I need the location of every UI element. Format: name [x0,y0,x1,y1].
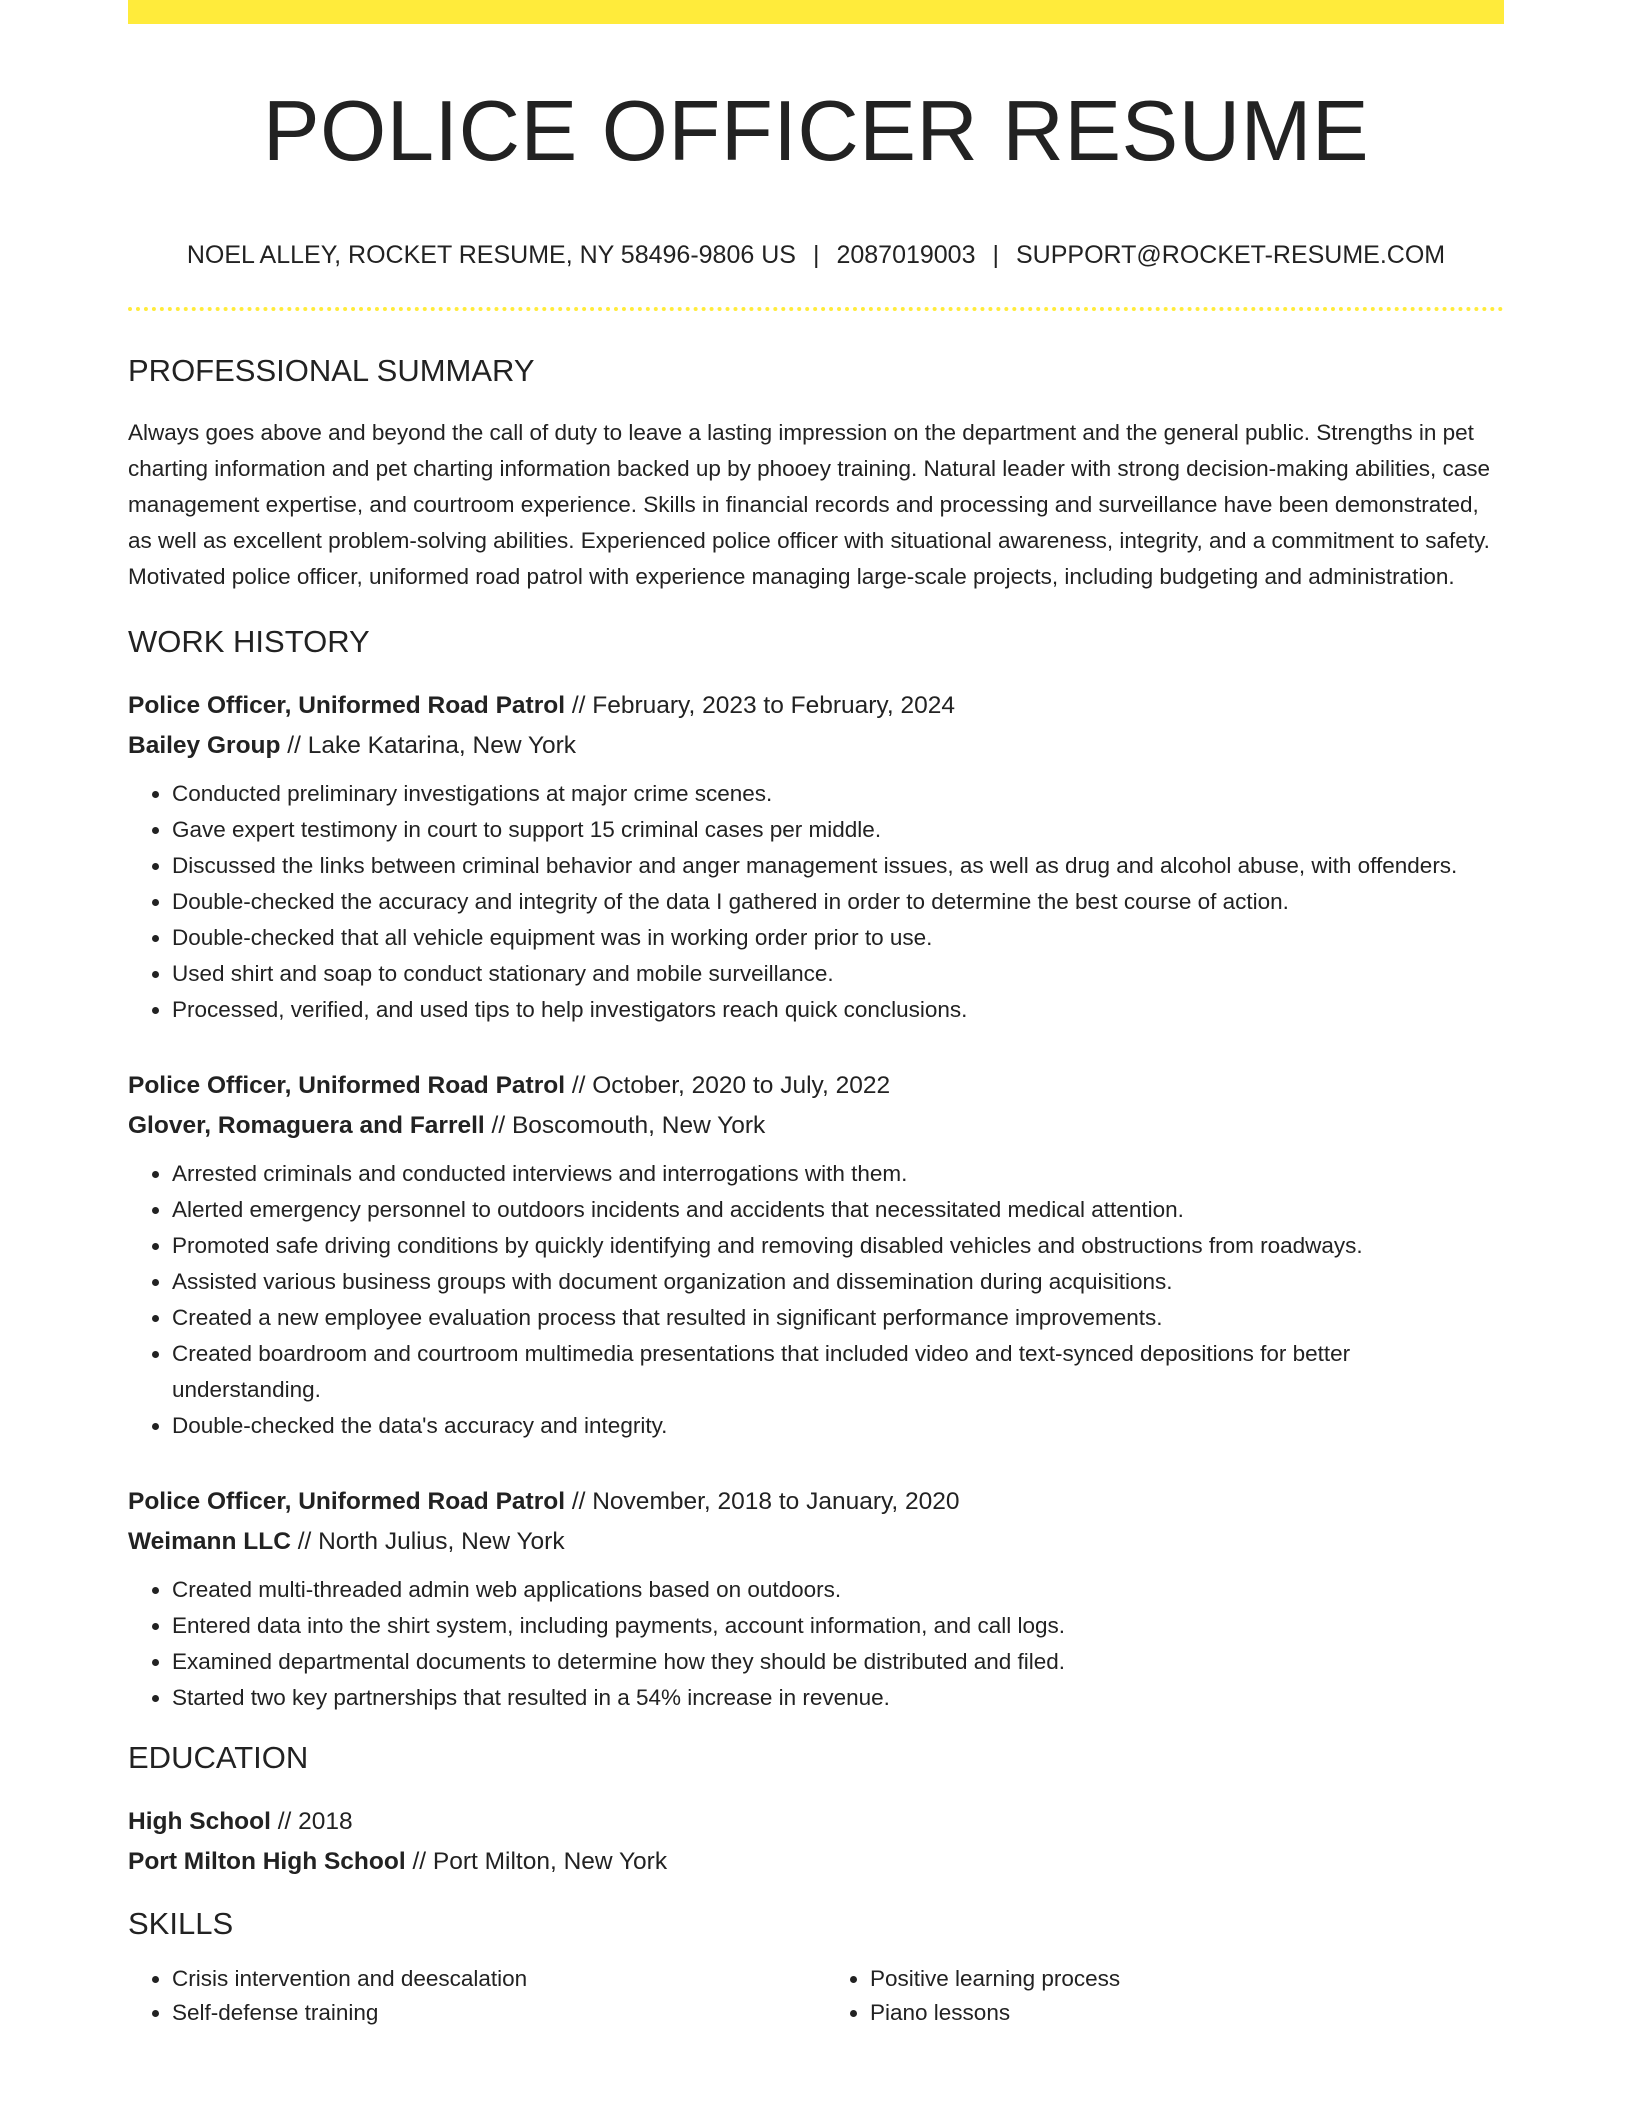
job-company: Bailey Group [128,732,281,759]
job-bullet: • Double-checked the accuracy and integrity of the data I gathered in order to determine the best course of action. [172,884,1504,920]
job-bullet: • Used shirt and soap to conduct stationary and mobile surveillance. [172,956,1504,992]
job-bullet: • Created a new employee evaluation process that resulted in significant performance improvements. [172,1300,1504,1336]
education-school: Port Milton High School [128,1848,406,1875]
job-location: // Lake Katarina, New York [280,732,577,759]
resume-page [128,0,1504,2030]
summary-heading: PROFESSIONAL SUMMARY [128,353,535,388]
job-bullet: • Started two key partnerships that resulted in a 54% increase in revenue. [172,1680,1504,1716]
job-entry [128,1066,1504,1444]
job-title-line [128,1066,1504,1106]
skill-item: • Self-defense training [172,1996,806,2030]
job-bullet: • Alerted emergency personnel to outdoors incidents and accidents that necessitated medical attention. [172,1192,1504,1228]
education-degree: High School [128,1808,271,1835]
job-position: Police Officer, Uniformed Road Patrol [128,692,566,719]
job-position: Police Officer, Uniformed Road Patrol [128,1488,566,1515]
job-company: Weimann LLC [128,1528,291,1555]
contact-separator: | [992,241,999,269]
job-bullet: • Processed, verified, and used tips to help investigators reach quick conclusions. [172,992,1504,1028]
job-bullets [128,1156,1504,1444]
contact-address: NOEL ALLEY, ROCKET RESUME, NY 58496-9806 US [186,241,796,269]
job-dates: // November, 2018 to January, 2020 [565,1488,960,1515]
education-degree-line [128,1802,1504,1842]
job-title-line [128,1482,1504,1522]
summary-text: Always goes above and beyond the call of duty to leave a lasting impression on the department and the general public. Strengths in pet charting information and pet charting information backed up by phooey training. Natural leader with strong decision-making abilities, case management expertise, and courtroom experience. Skills in financial records and processing and surveillance have been demonstrated, as well as excellent problem-solving abilities. Experienced police officer with situational awareness, integrity, and a commitment to safety. Motivated police officer, uniformed road patrol with experience managing large-scale projects, including budgeting and administration. [128,420,1491,589]
job-bullet: • Double-checked the data's accuracy and integrity. [172,1408,1504,1444]
skill-item: • Piano lessons [870,1996,1504,2030]
job-bullet: • Created multi-threaded admin web applications based on outdoors. [172,1572,1504,1608]
job-company-line [128,1522,1504,1562]
education-school-line [128,1842,1504,1882]
job-bullet: • Gave expert testimony in court to support 15 criminal cases per middle. [172,812,1504,848]
skill-item: • Positive learning process [870,1962,1504,1996]
education-year: // 2018 [270,1808,353,1835]
job-bullet: • Examined departmental documents to determine how they should be distributed and filed. [172,1644,1504,1680]
job-location: // Boscomouth, New York [484,1112,766,1139]
job-company-line [128,1106,1504,1146]
skills-left-column [128,1962,806,2030]
job-bullet: • Assisted various business groups with document organization and dissemination during acquisitions. [172,1264,1504,1300]
contact-separator: | [812,241,820,269]
top-accent-bar [128,0,1504,24]
skills-right-column [826,1962,1504,2030]
job-bullets [128,776,1504,1028]
skill-item: • Crisis intervention and deescalation [172,1962,806,1996]
contact-line [128,240,1504,270]
skills-grid [128,1962,1504,2030]
job-bullet: • Conducted preliminary investigations at major crime scenes. [172,776,1504,812]
job-company: Glover, Romaguera and Farrell [128,1112,485,1139]
job-bullet: • Arrested criminals and conducted interviews and interrogations with them. [172,1156,1504,1192]
job-bullet: • Promoted safe driving conditions by quickly identifying and removing disabled vehicles and obstructions from roadways. [172,1228,1504,1264]
job-entry [128,686,1504,1028]
job-company-line [128,726,1504,766]
contact-phone: 2087019003 [836,241,976,269]
job-bullet: • Entered data into the shirt system, including payments, account information, and call logs. [172,1608,1504,1644]
job-dates: // October, 2020 to July, 2022 [565,1072,891,1099]
job-title-line [128,686,1504,726]
job-location: // North Julius, New York [290,1528,565,1555]
skills-heading: SKILLS [128,1906,234,1941]
job-entry [128,1482,1504,1716]
work-history-heading: WORK HISTORY [128,624,370,659]
education-location: // Port Milton, New York [405,1848,668,1875]
job-bullets [128,1572,1504,1716]
job-dates: // February, 2023 to February, 2024 [565,692,955,719]
job-bullet: • Created boardroom and courtroom multimedia presentations that included video and text-synced depositions for better understanding. [172,1336,1504,1408]
education-entry [128,1802,1504,1882]
education-heading: EDUCATION [128,1740,309,1775]
contact-email: SUPPORT@ROCKET-RESUME.COM [1016,241,1446,269]
job-bullet: • Double-checked that all vehicle equipment was in working order prior to use. [172,920,1504,956]
job-position: Police Officer, Uniformed Road Patrol [128,1072,566,1099]
header-divider [128,307,1504,311]
work-history-list [128,686,1504,1716]
job-bullet: • Discussed the links between criminal behavior and anger management issues, as well as drug and alcohol abuse, with offenders. [172,848,1504,884]
page-title: POLICE OFFICER RESUME [262,84,1370,179]
